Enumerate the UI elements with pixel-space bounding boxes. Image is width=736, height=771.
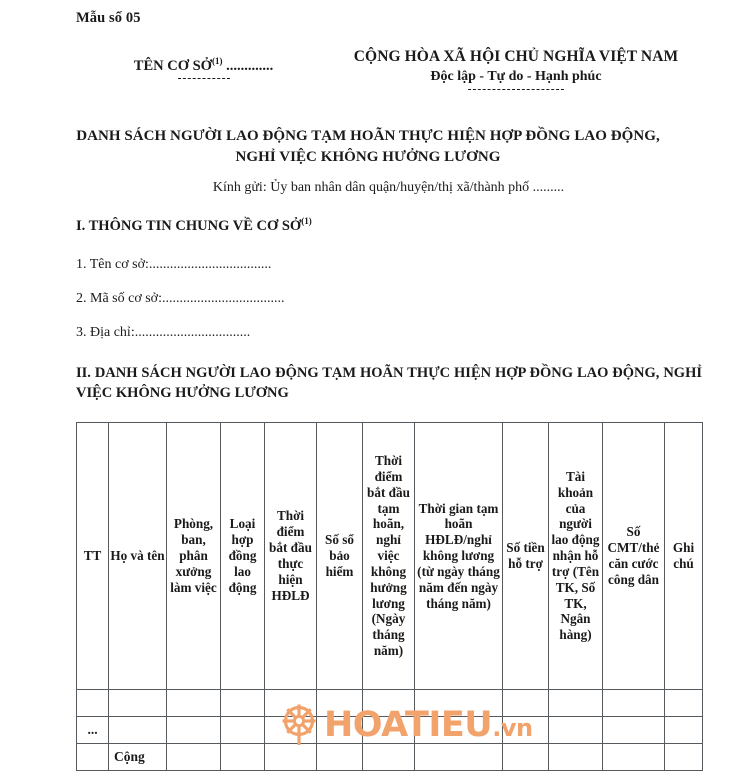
column-header-department: Phòng, ban, phân xưởng làm việc (167, 423, 221, 690)
column-header-contract-type: Loại hợp đồng lao động (221, 423, 265, 690)
organization-footnote-marker: (1) (211, 56, 223, 66)
organization-dots: ............. (222, 57, 274, 74)
cell-department[interactable] (167, 690, 221, 717)
national-motto: Độc lập - Tự do - Hạnh phúc (430, 69, 602, 84)
cell-insurance-no[interactable] (317, 690, 363, 717)
table-body (77, 690, 703, 771)
document-title (68, 126, 668, 169)
section-one-heading-text: I. THÔNG TIN CHUNG VỀ CƠ SỞ (76, 217, 302, 234)
watermark-tld: .vn (492, 714, 533, 742)
cell-bank-account[interactable] (549, 690, 603, 717)
column-header-id-number: Số CMT/thẻ căn cước công dân (603, 423, 665, 690)
cell-tt[interactable] (77, 690, 109, 717)
employee-list-table (76, 422, 703, 771)
cell-support-amount[interactable] (503, 717, 549, 744)
table-row-total (77, 744, 703, 771)
cell-suspension-period[interactable] (415, 744, 503, 771)
section-one-heading (76, 216, 312, 235)
cell-contract-type[interactable] (221, 717, 265, 744)
cell-contract-start[interactable] (265, 717, 317, 744)
cell-suspension-period[interactable] (415, 690, 503, 717)
section-two-heading: II. DANH SÁCH NGƯỜI LAO ĐỘNG TẠM HOÃN THỰC HIỆN HỢP ĐỒNG LAO ĐỘNG, NGHỈ VIỆC KHÔNG HƯỞNG LƯƠNG (76, 365, 702, 401)
cell-tt[interactable]: ... (77, 717, 109, 744)
column-header-insurance-no: Số sổ bảo hiểm (317, 423, 363, 690)
column-header-support-amount: Số tiền hỗ trợ (503, 423, 549, 690)
cell-name[interactable] (109, 690, 167, 717)
table-header-row (77, 423, 703, 690)
cell-department[interactable] (167, 717, 221, 744)
cell-contract-type[interactable] (221, 690, 265, 717)
cell-bank-account[interactable] (549, 744, 603, 771)
column-header-tt: TT (77, 423, 109, 690)
cell-id-number[interactable] (603, 690, 665, 717)
field-facility-name: 1. Tên cơ sở:................................... (76, 257, 272, 272)
national-heading-block (331, 48, 701, 90)
cell-suspension-start[interactable] (363, 744, 415, 771)
cell-contract-start[interactable] (265, 690, 317, 717)
cell-suspension-period[interactable] (415, 717, 503, 744)
cell-notes[interactable] (665, 690, 703, 717)
organization-name (76, 56, 331, 75)
country-name: CỘNG HÒA XÃ HỘI CHỦ NGHĨA VIỆT NAM (353, 48, 679, 65)
cell-support-amount[interactable] (503, 744, 549, 771)
column-header-suspension-period: Thời gian tạm hoãn HĐLĐ/nghỉ không lương (từ ngày tháng năm đến ngày tháng năm) (415, 423, 503, 690)
cell-id-number[interactable] (603, 717, 665, 744)
cell-contract-start[interactable] (265, 744, 317, 771)
cell-suspension-start[interactable] (363, 690, 415, 717)
cell-name[interactable] (109, 717, 167, 744)
column-header-full-name: Họ và tên (109, 423, 167, 690)
organization-underline (178, 78, 230, 79)
table-row (77, 717, 703, 744)
cell-bank-account[interactable] (549, 717, 603, 744)
table-header (77, 423, 703, 690)
cell-tt[interactable] (77, 744, 109, 771)
cell-id-number[interactable] (603, 744, 665, 771)
column-header-notes: Ghi chú (665, 423, 703, 690)
cell-notes[interactable] (665, 744, 703, 771)
organization-block (76, 48, 331, 79)
cell-insurance-no[interactable] (317, 717, 363, 744)
watermark-name: HOATIEU (324, 705, 493, 745)
employee-list-table-wrapper (76, 422, 702, 771)
cell-notes[interactable] (665, 717, 703, 744)
document-title-line-1: DANH SÁCH NGƯỜI LAO ĐỘNG TẠM HOÃN THỰC HIỆN HỢP ĐỒNG LAO ĐỘNG, (76, 128, 660, 144)
table-row (77, 690, 703, 717)
cell-support-amount[interactable] (503, 690, 549, 717)
masthead (76, 48, 701, 90)
cell-suspension-start[interactable] (363, 717, 415, 744)
cell-contract-type[interactable] (221, 744, 265, 771)
section-one-footnote-marker: (1) (301, 216, 312, 226)
column-header-suspension-start: Thời điểm bắt đầu tạm hoãn, nghỉ việc không hưởng lương (Ngày tháng năm) (363, 423, 415, 690)
document-title-line-2: NGHỈ VIỆC KHÔNG HƯỞNG LƯƠNG (235, 149, 501, 166)
column-header-bank-account: Tài khoản của người lao động nhận hỗ trợ (Tên TK, Số TK, Ngân hàng) (549, 423, 603, 690)
column-header-contract-start: Thời điểm bắt đầu thực hiện HĐLĐ (265, 423, 317, 690)
addressee-line: Kính gửi: Ủy ban nhân dân quận/huyện/thị xã/thành phố ......... (212, 180, 565, 195)
motto-underline (468, 89, 564, 90)
field-facility-code: 2. Mã số cơ sở:................................... (76, 291, 285, 306)
organization-label: TÊN CƠ SỞ (133, 57, 212, 74)
cell-insurance-no[interactable] (317, 744, 363, 771)
field-facility-address: 3. Địa chỉ:................................. (76, 325, 251, 340)
cell-total-label: Cộng (109, 744, 167, 771)
form-code: Mẫu số 05 (76, 10, 141, 26)
cell-department[interactable] (167, 744, 221, 771)
